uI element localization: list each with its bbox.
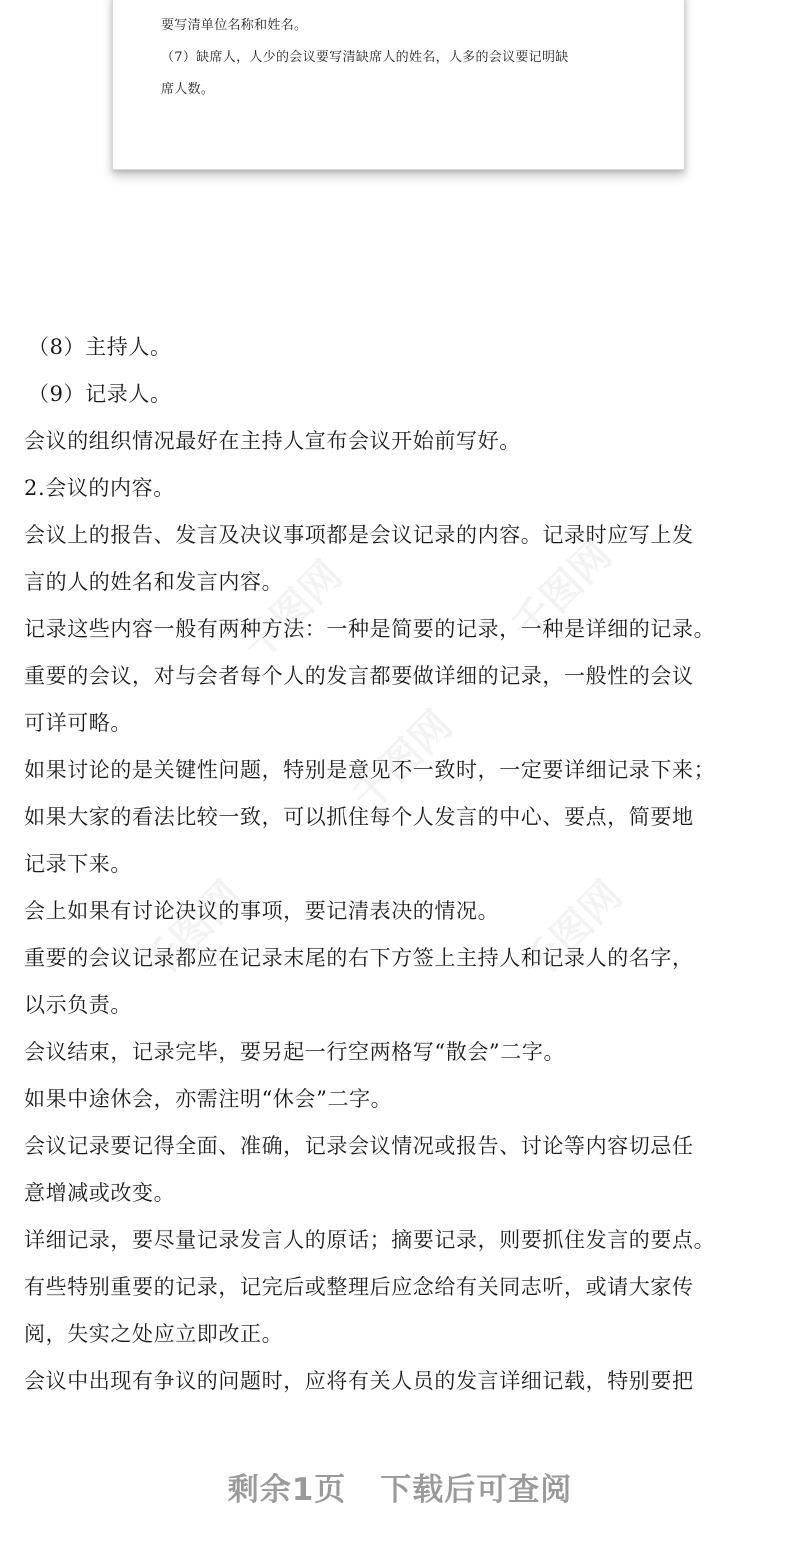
paragraph-line: 会议结束，记录完毕，要另起一行空两格写“散会”二字。 — [24, 1040, 566, 1064]
paragraph-line: 言的人的姓名和发言内容。 — [24, 570, 284, 594]
document-preview-card — [112, 0, 685, 170]
paragraph-line: 记录这些内容一般有两种方法：一种是简要的记录，一种是详细的记录。 — [24, 617, 716, 641]
paragraph-line: 如果大家的看法比较一致，可以抓住每个人发言的中心、要点，简要地 — [24, 805, 694, 829]
paragraph-line: 详细记录，要尽量记录发言人的原话；摘要记录，则要抓住发言的要点。 — [24, 1228, 716, 1252]
watermark: 千图网 — [233, 552, 352, 670]
card-line: 要写清单位名称和姓名。 — [161, 18, 308, 33]
paragraph-line: 会议中出现有争议的问题时，应将有关人员的发言详细记载，特别要把 — [24, 1369, 694, 1393]
paragraph-line: 会议的组织情况最好在主持人宣布会议开始前写好。 — [24, 429, 521, 453]
download-to-view-text: 下载后可查阅 — [380, 1472, 573, 1508]
watermark: 千图网 — [133, 872, 252, 990]
document-body — [24, 324, 784, 1405]
paragraph-line: 重要的会议，对与会者每个人的发言都要做详细的记录，一般性的会议 — [24, 664, 694, 688]
paragraph-line: 意增减或改变。 — [24, 1181, 176, 1205]
watermark: 千图网 — [343, 702, 462, 820]
paragraph-line: 有些特别重要的记录，记完后或整理后应念给有关同志听，或请大家传 — [24, 1275, 694, 1299]
paragraph-line: 会议上的报告、发言及决议事项都是会议记录的内容。记录时应写上发 — [24, 523, 694, 547]
paragraph-line: 阅，失实之处应立即改正。 — [24, 1322, 284, 1346]
paragraph-line: （8）主持人。 — [28, 335, 172, 359]
paragraph-line: 重要的会议记录都应在记录末尾的右下方签上主持人和记录人的名字， — [24, 946, 694, 970]
remaining-pages-text: 剩余1页 — [227, 1472, 347, 1508]
paragraph-line: 如果讨论的是关键性问题，特别是意见不一致时，一定要详细记录下来； — [24, 758, 716, 782]
paragraph-line: 记录下来。 — [24, 852, 132, 876]
card-line: （7）缺席人，人少的会议要写清缺席人的姓名，人多的会议要记明缺 — [161, 50, 569, 65]
paragraph-line: 可详可略。 — [24, 711, 132, 735]
section-heading: 2.会议的内容。 — [24, 476, 175, 500]
paragraph-line: （9）记录人。 — [28, 382, 172, 406]
paragraph-line: 如果中途休会，亦需注明“休会”二字。 — [24, 1087, 393, 1111]
card-line: 席人数。 — [161, 82, 215, 97]
paragraph-line: 会议记录要记得全面、准确，记录会议情况或报告、讨论等内容切忌任 — [24, 1134, 694, 1158]
download-prompt[interactable] — [0, 1464, 800, 1509]
watermark: 千图网 — [503, 532, 622, 650]
paragraph-line: 会上如果有讨论决议的事项，要记清表决的情况。 — [24, 899, 500, 923]
watermark: 千图网 — [513, 872, 632, 990]
paragraph-line: 以示负责。 — [24, 993, 132, 1017]
